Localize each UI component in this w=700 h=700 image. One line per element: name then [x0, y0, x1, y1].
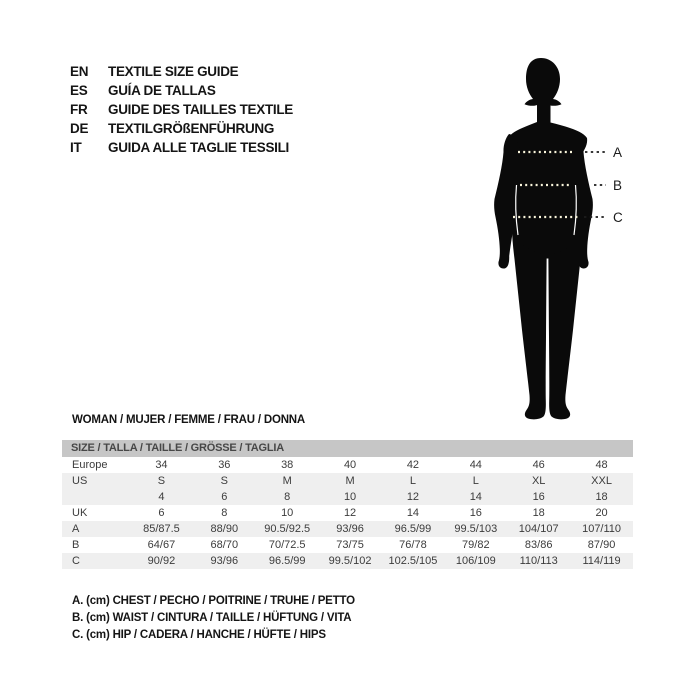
size-cell: 16 — [469, 507, 482, 519]
size-cell: 6 — [221, 491, 228, 503]
size-cell: 10 — [343, 491, 357, 503]
size-cell: 79/82 — [462, 539, 490, 551]
size-cell: 99.5/103 — [454, 523, 498, 535]
size-cell: 38 — [281, 459, 294, 471]
legend-waist: B. (cm) WAIST / CINTURA / TAILLE / HÜFTUNG / VITA — [72, 612, 352, 624]
size-cell: 36 — [218, 459, 231, 471]
language-row — [70, 62, 293, 81]
size-cell: 8 — [221, 507, 228, 519]
size-cell: 114/119 — [582, 555, 621, 567]
language-title: TEXTILGRÖßENFÜHRUNG — [108, 121, 275, 136]
language-title: GUÍA DE TALLAS — [108, 83, 216, 98]
size-cell: 14 — [469, 491, 482, 503]
size-cell: 16 — [532, 491, 545, 503]
language-code: IT — [70, 140, 82, 155]
size-cell: XXL — [591, 475, 612, 487]
size-cell: 34 — [155, 459, 168, 471]
size-cell: 96.5/99 — [394, 523, 432, 535]
size-cell: 93/96 — [210, 555, 239, 567]
size-cell: L — [409, 475, 416, 487]
size-cell: 70/72.5 — [268, 539, 306, 551]
legend-hip: C. (cm) HIP / CADERA / HANCHE / HÜFTE / HIPS — [72, 629, 326, 641]
measurement-legend — [72, 593, 355, 644]
size-cell: 46 — [532, 459, 545, 471]
row-label — [62, 489, 130, 505]
table-row — [62, 553, 633, 569]
size-cell: 93/96 — [336, 523, 364, 535]
language-row — [70, 100, 293, 119]
language-row — [70, 81, 293, 100]
language-code: ES — [70, 83, 88, 98]
language-title: GUIDE DES TAILLES TEXTILE — [108, 102, 294, 117]
size-cell: 96.5/99 — [268, 555, 306, 567]
table-row — [62, 489, 633, 505]
row-label: US — [72, 475, 88, 487]
size-cell: 76/78 — [399, 539, 427, 551]
size-cell: 102.5/105 — [388, 555, 438, 567]
row-label: Europe — [72, 459, 108, 471]
size-cell: 99.5/102 — [328, 555, 372, 567]
language-list — [70, 62, 293, 157]
size-cell: 68/70 — [210, 539, 239, 551]
row-label: A — [72, 523, 80, 535]
language-code: FR — [70, 102, 88, 117]
language-row — [70, 138, 293, 157]
table-title: WOMAN / MUJER / FEMME / FRAU / DONNA — [72, 414, 306, 426]
table-row — [62, 473, 633, 489]
size-cell: 90.5/92.5 — [264, 523, 311, 535]
size-cell: 40 — [343, 459, 357, 471]
table-row — [62, 505, 633, 521]
size-cell: 12 — [343, 507, 357, 519]
size-cell: 85/87.5 — [143, 523, 180, 535]
legend-chest: A. (cm) CHEST / PECHO / POITRINE / TRUHE / PETTO — [72, 595, 355, 607]
language-title: GUIDA ALLE TAGLIE TESSILI — [108, 140, 289, 155]
size-cell: 90/92 — [147, 555, 176, 567]
size-cell: M — [345, 475, 355, 487]
size-cell: 12 — [406, 491, 420, 503]
size-cell: 73/75 — [336, 539, 364, 551]
size-cell: 106/109 — [455, 555, 496, 567]
chest-label: A — [613, 145, 623, 160]
row-label: C — [72, 555, 80, 567]
size-cell: 87/90 — [587, 539, 616, 551]
size-cell: 4 — [158, 491, 165, 503]
size-cell: S — [157, 475, 166, 487]
table-row — [62, 521, 633, 537]
size-cell: 83/86 — [524, 539, 553, 551]
size-cell: 18 — [595, 491, 608, 503]
table-row — [62, 537, 633, 553]
size-cell: 48 — [595, 459, 608, 471]
size-cell: 88/90 — [210, 523, 239, 535]
size-cell: 6 — [158, 507, 165, 519]
language-code: EN — [70, 64, 89, 79]
size-cell: 18 — [532, 507, 545, 519]
woman-silhouette-diagram — [470, 47, 630, 427]
size-cell: S — [220, 475, 228, 487]
size-cell: 42 — [406, 459, 420, 471]
size-cell: 10 — [281, 507, 294, 519]
size-cell: M — [282, 475, 292, 487]
size-table-header: SIZE / TALLA / TAILLE / GRÖSSE / TAGLIA — [62, 440, 633, 457]
language-code: DE — [70, 121, 89, 136]
size-cell: 104/107 — [518, 523, 559, 535]
size-table-body — [62, 457, 633, 569]
language-title: TEXTILE SIZE GUIDE — [108, 64, 239, 79]
size-cell: 107/110 — [582, 523, 622, 535]
table-row — [62, 457, 633, 473]
row-label: B — [72, 539, 80, 551]
woman-silhouette-icon — [470, 47, 630, 427]
size-table — [62, 440, 633, 569]
size-cell: 110/113 — [519, 555, 558, 567]
language-row — [70, 119, 293, 138]
size-cell: 44 — [469, 459, 482, 471]
size-cell: L — [472, 475, 479, 487]
hip-label: C — [613, 210, 623, 225]
waist-label: B — [613, 178, 623, 193]
size-cell: 64/67 — [147, 539, 176, 551]
size-cell: XL — [531, 475, 546, 487]
size-cell: 14 — [406, 507, 420, 519]
row-label: UK — [72, 507, 88, 519]
size-cell: 8 — [284, 491, 291, 503]
size-cell: 20 — [595, 507, 608, 519]
